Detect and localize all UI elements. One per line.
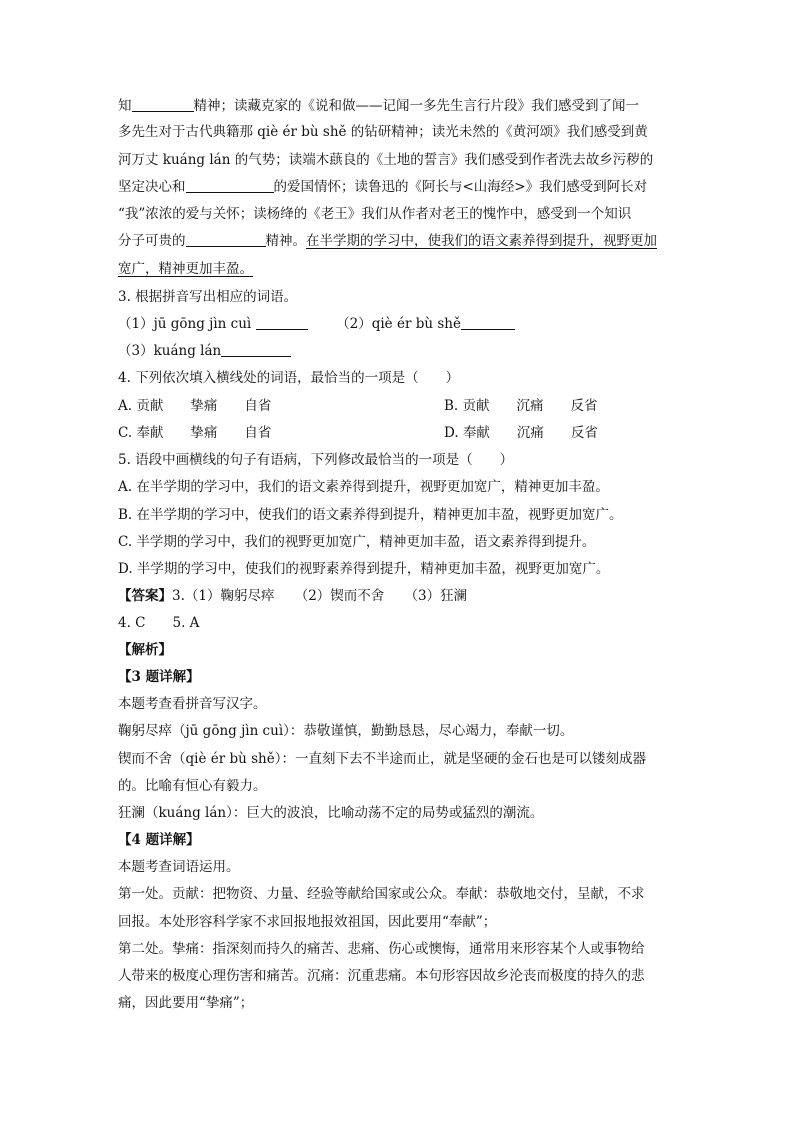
q5-stem: 5. 语段中画横线的句子有语病，下列修改最恰当的一项是（ ） — [118, 452, 514, 468]
q5-option-c: C. 半学期的学习中，我们的视野更加宽广，精神更加丰盈，语文素养得到提升。 — [118, 534, 596, 550]
analysis-text: 狂澜（kuáng lán）：巨大的波浪，比喻动荡不定的局势或猛烈的潮流。 — [118, 805, 544, 821]
underlined-sentence: 在半学期的学习中，使我们的语文素养得到提升，视野更加 — [306, 233, 657, 249]
answer-line-2: 4. C 5. A — [118, 615, 200, 631]
passage-text: 精神；读藏克家的《说和做——记闻一多先生言行片段》我们感受到了闻一 — [193, 98, 639, 114]
q3-items-row-2 — [118, 341, 291, 361]
q4-option-d: D. 奉献 沉痛 反省 — [444, 425, 598, 441]
analysis-label: 【解析】 — [118, 642, 172, 658]
passage-text: 坚定决心和 — [118, 179, 186, 195]
q3-item-3: （3）kuáng lán — [118, 343, 222, 359]
q3-item-2: （2）qiè ér bù shě — [336, 316, 461, 332]
passage-text: 知 — [118, 98, 132, 114]
q5-option-d: D. 半学期的学习中，使我们的视野素养得到提升，精神更加丰盈，视野更加宽广。 — [118, 561, 610, 577]
analysis-text: 锲而不舍（qiè ér bù shě）：一直刻下去不半途而止，就是坚硬的金石也是可以镂刻成器 — [118, 751, 646, 767]
analysis-text: 第一处。贡献：把物资、力量、经验等献给国家或公众。奉献：恭敬地交付，呈献，不求 — [118, 886, 645, 902]
q4-option-a: A. 贡献 挚痛 自省 — [118, 398, 272, 414]
q3-items-row-1 — [118, 314, 515, 334]
passage-text: 的爱国情怀；读鲁迅的《阿长与<山海经>》我们感受到阿长对 — [273, 179, 648, 195]
analysis-text: 第二处。挚痛：指深刻而持久的痛苦、悲痛、伤心或懊悔，通常用来形容某个人或事物给 — [118, 941, 645, 957]
blank-3 — [186, 231, 266, 247]
q3-detail-heading: 【3 题详解】 — [118, 669, 200, 685]
q5-option-b: B. 在半学期的学习中，使我们的语文素养得到提升，精神更加丰盈，视野更加宽广。 — [118, 507, 623, 523]
q5-option-a: A. 在半学期的学习中，我们的语文素养得到提升，视野更加宽广，精神更加丰盈。 — [118, 479, 609, 495]
analysis-text: 人带来的极度心理伤害和痛苦。沉痛：沉重悲痛。本句形容因故乡沦丧而极度的持久的悲 — [118, 968, 645, 984]
q4-stem: 4. 下列依次填入横线处的词语，最恰当的一项是（ ） — [118, 370, 460, 386]
analysis-text: 回报。本处形容科学家不求回报地报效祖国，因此要用“奉献”； — [118, 914, 497, 930]
blank-1 — [132, 96, 194, 112]
analysis-text: 的。比喻有恒心有毅力。 — [118, 778, 267, 794]
passage-line-1 — [118, 96, 639, 116]
passage-line-6 — [118, 231, 657, 251]
analysis-text: 本题考查词语运用。 — [118, 859, 240, 875]
passage-text: 分子可贵的 — [118, 233, 186, 249]
passage-line-2: 多先生对于古代典籍那 qiè ér bù shě 的钻研精神；读光未然的《黄河颂》我们感受到黄 — [118, 124, 648, 140]
passage-line-5: “我”浓浓的爱与关怀；读杨绛的《老王》我们从作者对老王的愧怍中，感受到一个知识 — [118, 206, 632, 222]
q4-option-b: B. 贡献 沉痛 反省 — [444, 398, 598, 414]
passage-line-4 — [118, 177, 647, 197]
q4-detail-heading: 【4 题详解】 — [118, 832, 200, 848]
q3-item-1: （1）jū gōng jìn cuì — [118, 316, 252, 332]
answer-line-1 — [118, 586, 467, 606]
analysis-text: 本题考查看拼音写汉字。 — [118, 696, 267, 712]
q4-option-c: C. 奉献 挚痛 自省 — [118, 425, 272, 441]
answer-label: 【答案】 — [118, 588, 172, 604]
answer-text: 3.（1）鞠躬尽瘁 （2）锲而不舍 （3）狂澜 — [172, 588, 468, 604]
underlined-sentence-end: 宽广，精神更加丰盈。 — [118, 261, 253, 277]
blank-2 — [186, 177, 274, 193]
analysis-text: 痛，因此要用“挚痛”； — [118, 995, 254, 1011]
passage-text: 精神。 — [265, 233, 306, 249]
answer-blank — [256, 314, 308, 330]
passage-line-3: 河万丈 kuáng lán 的气势；读端木蕻良的《土地的誓言》我们感受到作者洗去故乡污秽的 — [118, 152, 654, 168]
answer-blank — [221, 341, 291, 357]
q3-stem: 3. 根据拼音写出相应的词语。 — [118, 289, 298, 305]
analysis-text: 鞠躬尽瘁（jū gōng jìn cuì）：恭敬谨慎，勤勤恳恳，尽心竭力，奉献一切。 — [118, 723, 574, 739]
answer-blank — [461, 314, 515, 330]
